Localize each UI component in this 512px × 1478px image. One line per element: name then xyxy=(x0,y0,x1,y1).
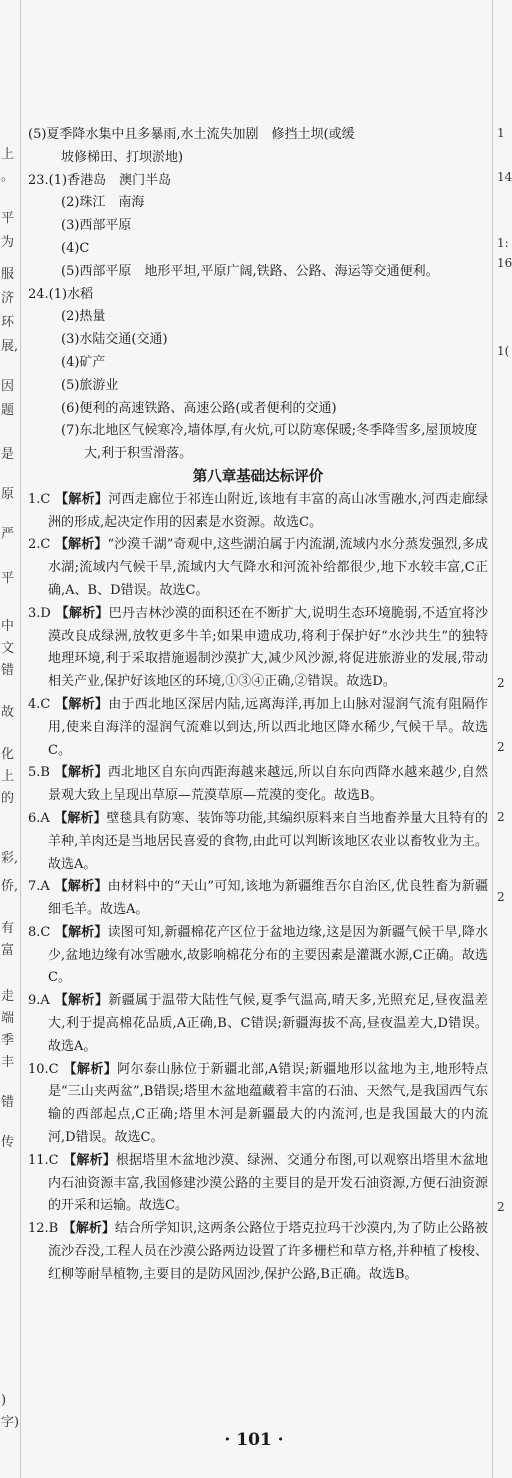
margin-fragment: 严 xyxy=(1,527,15,542)
margin-fragment: 传 xyxy=(1,1135,15,1150)
margin-fragment: 文 xyxy=(1,641,15,656)
analysis-tag: 【解析】 xyxy=(49,765,108,781)
answer-item xyxy=(28,1059,488,1150)
answer-text: 读图可知,新疆棉花产区位于盆地边缘,这是因为新疆气候干旱,降水少,盆地边缘有冰雪融水,故影响棉花分布的主要因素是灌溉水源,C正确。故选C。 xyxy=(48,924,488,986)
answer-text: “沙漠千湖”奇观中,这些湖泊属于内流湖,流域内水分蒸发强烈,多成水湖;流域内气候干旱,流域内大气降水和河流补给都很少,地下水较丰富,C正确,A、B、D错误。故选C。 xyxy=(48,537,488,598)
margin-fragment: 为 xyxy=(1,235,15,250)
answer-item xyxy=(28,808,488,876)
answer-text: 河西走廊位于祁连山附近,该地有丰富的高山冰雪融水,河西走廊绿洲的形成,起决定作用的因素是水资源。故选C。 xyxy=(48,491,488,530)
margin-fragment: 14 xyxy=(497,170,512,184)
margin-fragment: 2 xyxy=(497,890,505,904)
answer-text: 壁毯具有防寒、装饰等功能,其编织原料来自当地畜养量大且特有的羊种,羊肉还是当地居民喜爱的食物,由此可以判断该地区农业以畜牧业为主。故选A。 xyxy=(48,810,488,872)
margin-fragment: 2 xyxy=(497,810,505,824)
answers-list xyxy=(28,489,488,1287)
answer-line: (5)旅游业 xyxy=(61,377,119,393)
margin-fragment: 是 xyxy=(1,447,15,462)
margin-fragment: 2 xyxy=(497,676,505,690)
answer-line: (7)东北地区气候寒冷,墙体厚,有火炕,可以防寒保暖;冬季降雪多,屋顶坡度大,利于积雪滑落。 xyxy=(61,423,478,462)
answer-item xyxy=(28,489,488,535)
margin-fragment: 的 xyxy=(1,791,15,806)
answer-line: (2)珠江 南海 xyxy=(61,195,145,211)
margin-fragment: 故 xyxy=(1,705,15,720)
answer-number: 3.D xyxy=(28,605,51,621)
margin-fragment: 上 xyxy=(1,147,15,162)
margin-fragment: 错 xyxy=(1,663,15,678)
analysis-tag: 【解析】 xyxy=(50,491,109,507)
answer-number: 5.B xyxy=(28,765,50,781)
answer-line: (4)C xyxy=(61,240,90,256)
margin-fragment: 错 xyxy=(1,1095,15,1110)
answer-item xyxy=(28,534,488,602)
analysis-tag: 【解析】 xyxy=(58,1152,116,1168)
answer-number: 1.C xyxy=(28,491,51,507)
answer-item xyxy=(28,603,488,694)
margin-fragment: 侨, xyxy=(1,879,19,894)
margin-fragment: 16 xyxy=(497,256,512,270)
answer-text: 由材料中的“天山”可知,该地为新疆维吾尔自治区,优良牲畜为新疆细毛羊。故选A。 xyxy=(48,879,488,918)
answer-text: 西北地区自东向西距海越来越远,所以自东向西降水越来越少,自然景观大致上呈现出草原—荒漠草原—荒漠的变化。故选B。 xyxy=(48,765,489,804)
analysis-tag: 【解析】 xyxy=(50,537,108,553)
answer-item xyxy=(28,876,488,922)
right-margin-strip xyxy=(492,0,512,1478)
margin-fragment: 2 xyxy=(497,740,505,754)
answer-number: 6.A xyxy=(28,810,50,826)
answer-item xyxy=(28,1218,488,1286)
answer-line: (4)矿产 xyxy=(61,354,106,370)
margin-fragment: 上 xyxy=(1,769,15,784)
analysis-tag: 【解析】 xyxy=(49,879,108,895)
answer-line: (5)夏季降水集中且多暴雨,水土流失加剧 修挡土坝(或缓 xyxy=(28,127,355,142)
answer-text: 新疆属于温带大陆性气候,夏季气温高,晴天多,光照充足,昼夜温差大,利于提高棉花品质,A正确,B、C错误;新疆海拔不高,昼夜温差大,D错误。故选A。 xyxy=(48,993,488,1054)
page-number: · 101 · xyxy=(224,1430,284,1450)
margin-fragment: 中 xyxy=(1,619,15,634)
margin-fragment: 环 xyxy=(1,315,15,330)
answer-line: 24.(1)水稻 xyxy=(28,286,94,302)
margin-fragment: 服 xyxy=(1,267,15,282)
margin-fragment: 富 xyxy=(1,943,15,958)
margin-fragment: 因 xyxy=(1,379,15,394)
margin-fragment: ) xyxy=(1,1393,7,1408)
margin-fragment: 季 xyxy=(1,1033,15,1048)
answer-line: 坡修梯田、打坝淤地) xyxy=(61,149,184,165)
analysis-tag: 【解析】 xyxy=(49,993,109,1009)
margin-fragment: 1( xyxy=(497,344,510,358)
analysis-tag: 【解析】 xyxy=(58,1221,115,1237)
answer-number: 2.C xyxy=(28,537,51,553)
answer-line: (3)水陆交通(交通) xyxy=(61,332,168,348)
answer-line: (3)西部平原 xyxy=(61,218,132,234)
previous-answers-block xyxy=(28,124,488,466)
answer-text: 结合所学知识,这两条公路位于塔克拉玛干沙漠内,为了防止公路被流沙吞没,工程人员在沙漠公路两边设置了许多栅栏和草方格,并种植了梭梭、红柳等耐旱植物,主要目的是防风固沙,保护公路,B正确。故选B。 xyxy=(48,1221,488,1282)
answer-text: 由于西北地区深居内陆,远离海洋,再加上山脉对湿润气流有阻隔作用,使来自海洋的湿润气流难以到达,所以西北地区降水稀少,气候干旱。故选C。 xyxy=(48,696,488,758)
answer-line: (5)西部平原 地形平坦,平原广阔,铁路、公路、海运等交通便利。 xyxy=(61,263,439,279)
margin-fragment: 济 xyxy=(1,291,15,306)
margin-fragment: 。 xyxy=(1,169,15,184)
answer-line: 23.(1)香港岛 澳门半岛 xyxy=(28,172,172,188)
answer-number: 11.C xyxy=(28,1152,59,1168)
answer-text: 阿尔泰山脉位于新疆北部,A错误;新疆地形以盆地为主,地形特点是“三山夹两盆”,B错误;塔里木盆地蕴藏着丰富的石油、天然气,是我国西气东输的西部起点,C正确;塔里木河是新疆最大的内流河,也是我国最大的内流河,D错误。故选C。 xyxy=(48,1061,488,1146)
section-title: 第八章基础达标评价 xyxy=(192,468,324,485)
margin-fragment: 2 xyxy=(497,1200,505,1214)
answer-line: (2)热量 xyxy=(61,309,106,325)
answer-text: 巴丹吉林沙漠的面积还在不断扩大,说明生态环境脆弱,不适宜将沙漠改良成绿洲,放牧更多牛羊;如果申遗成功,将利于保护好“水沙共生”的独特地理环境,利于采取措施遏制沙漠扩大,减少风沙源,将促进旅游业的发展,带动相关产业,保护好该地区的环境,①③④正确,②错误。故选D。 xyxy=(48,605,489,690)
answer-item xyxy=(28,990,488,1058)
analysis-tag: 【解析】 xyxy=(50,924,108,940)
answer-text: 根据塔里木盆地沙漠、绿洲、交通分布图,可以观察出塔里木盆地内石油资源丰富,我国修建沙漠公路的主要目的是开发石油资源,方便石油资源的开采和运输。故选C。 xyxy=(48,1152,488,1214)
margin-fragment: 走 xyxy=(1,989,15,1004)
margin-fragment: 字) xyxy=(1,1415,20,1430)
margin-fragment: 1 xyxy=(497,126,505,140)
analysis-tag: 【解析】 xyxy=(50,605,109,621)
margin-fragment: 题 xyxy=(1,403,15,418)
margin-fragment: 平 xyxy=(1,571,15,586)
answer-item xyxy=(28,1150,488,1218)
answer-item xyxy=(28,762,488,808)
margin-fragment: 化 xyxy=(1,747,15,762)
answer-number: 8.C xyxy=(28,924,51,940)
answer-item xyxy=(28,922,488,990)
analysis-tag: 【解析】 xyxy=(58,1061,118,1077)
margin-fragment: 丰 xyxy=(1,1055,15,1070)
margin-fragment: 端 xyxy=(1,1011,15,1026)
answer-number: 7.A xyxy=(28,879,50,895)
analysis-tag: 【解析】 xyxy=(49,810,107,826)
analysis-tag: 【解析】 xyxy=(50,696,109,712)
margin-fragment: 有 xyxy=(1,921,15,936)
margin-fragment: 展, xyxy=(1,339,19,354)
answer-number: 10.C xyxy=(28,1061,59,1077)
margin-fragment: 原 xyxy=(1,487,15,502)
left-margin-strip xyxy=(0,0,21,1478)
answer-number: 4.C xyxy=(28,696,51,712)
answer-key-column xyxy=(28,124,488,1287)
answer-number: 12.B xyxy=(28,1221,59,1237)
margin-fragment: 平 xyxy=(1,211,15,226)
margin-fragment: 彩, xyxy=(1,851,19,866)
margin-fragment: 1: xyxy=(497,236,509,250)
answer-number: 9.A xyxy=(28,993,50,1009)
answer-item xyxy=(28,694,488,762)
answer-line: (6)便利的高速铁路、高速公路(或者便利的交通) xyxy=(61,400,337,416)
